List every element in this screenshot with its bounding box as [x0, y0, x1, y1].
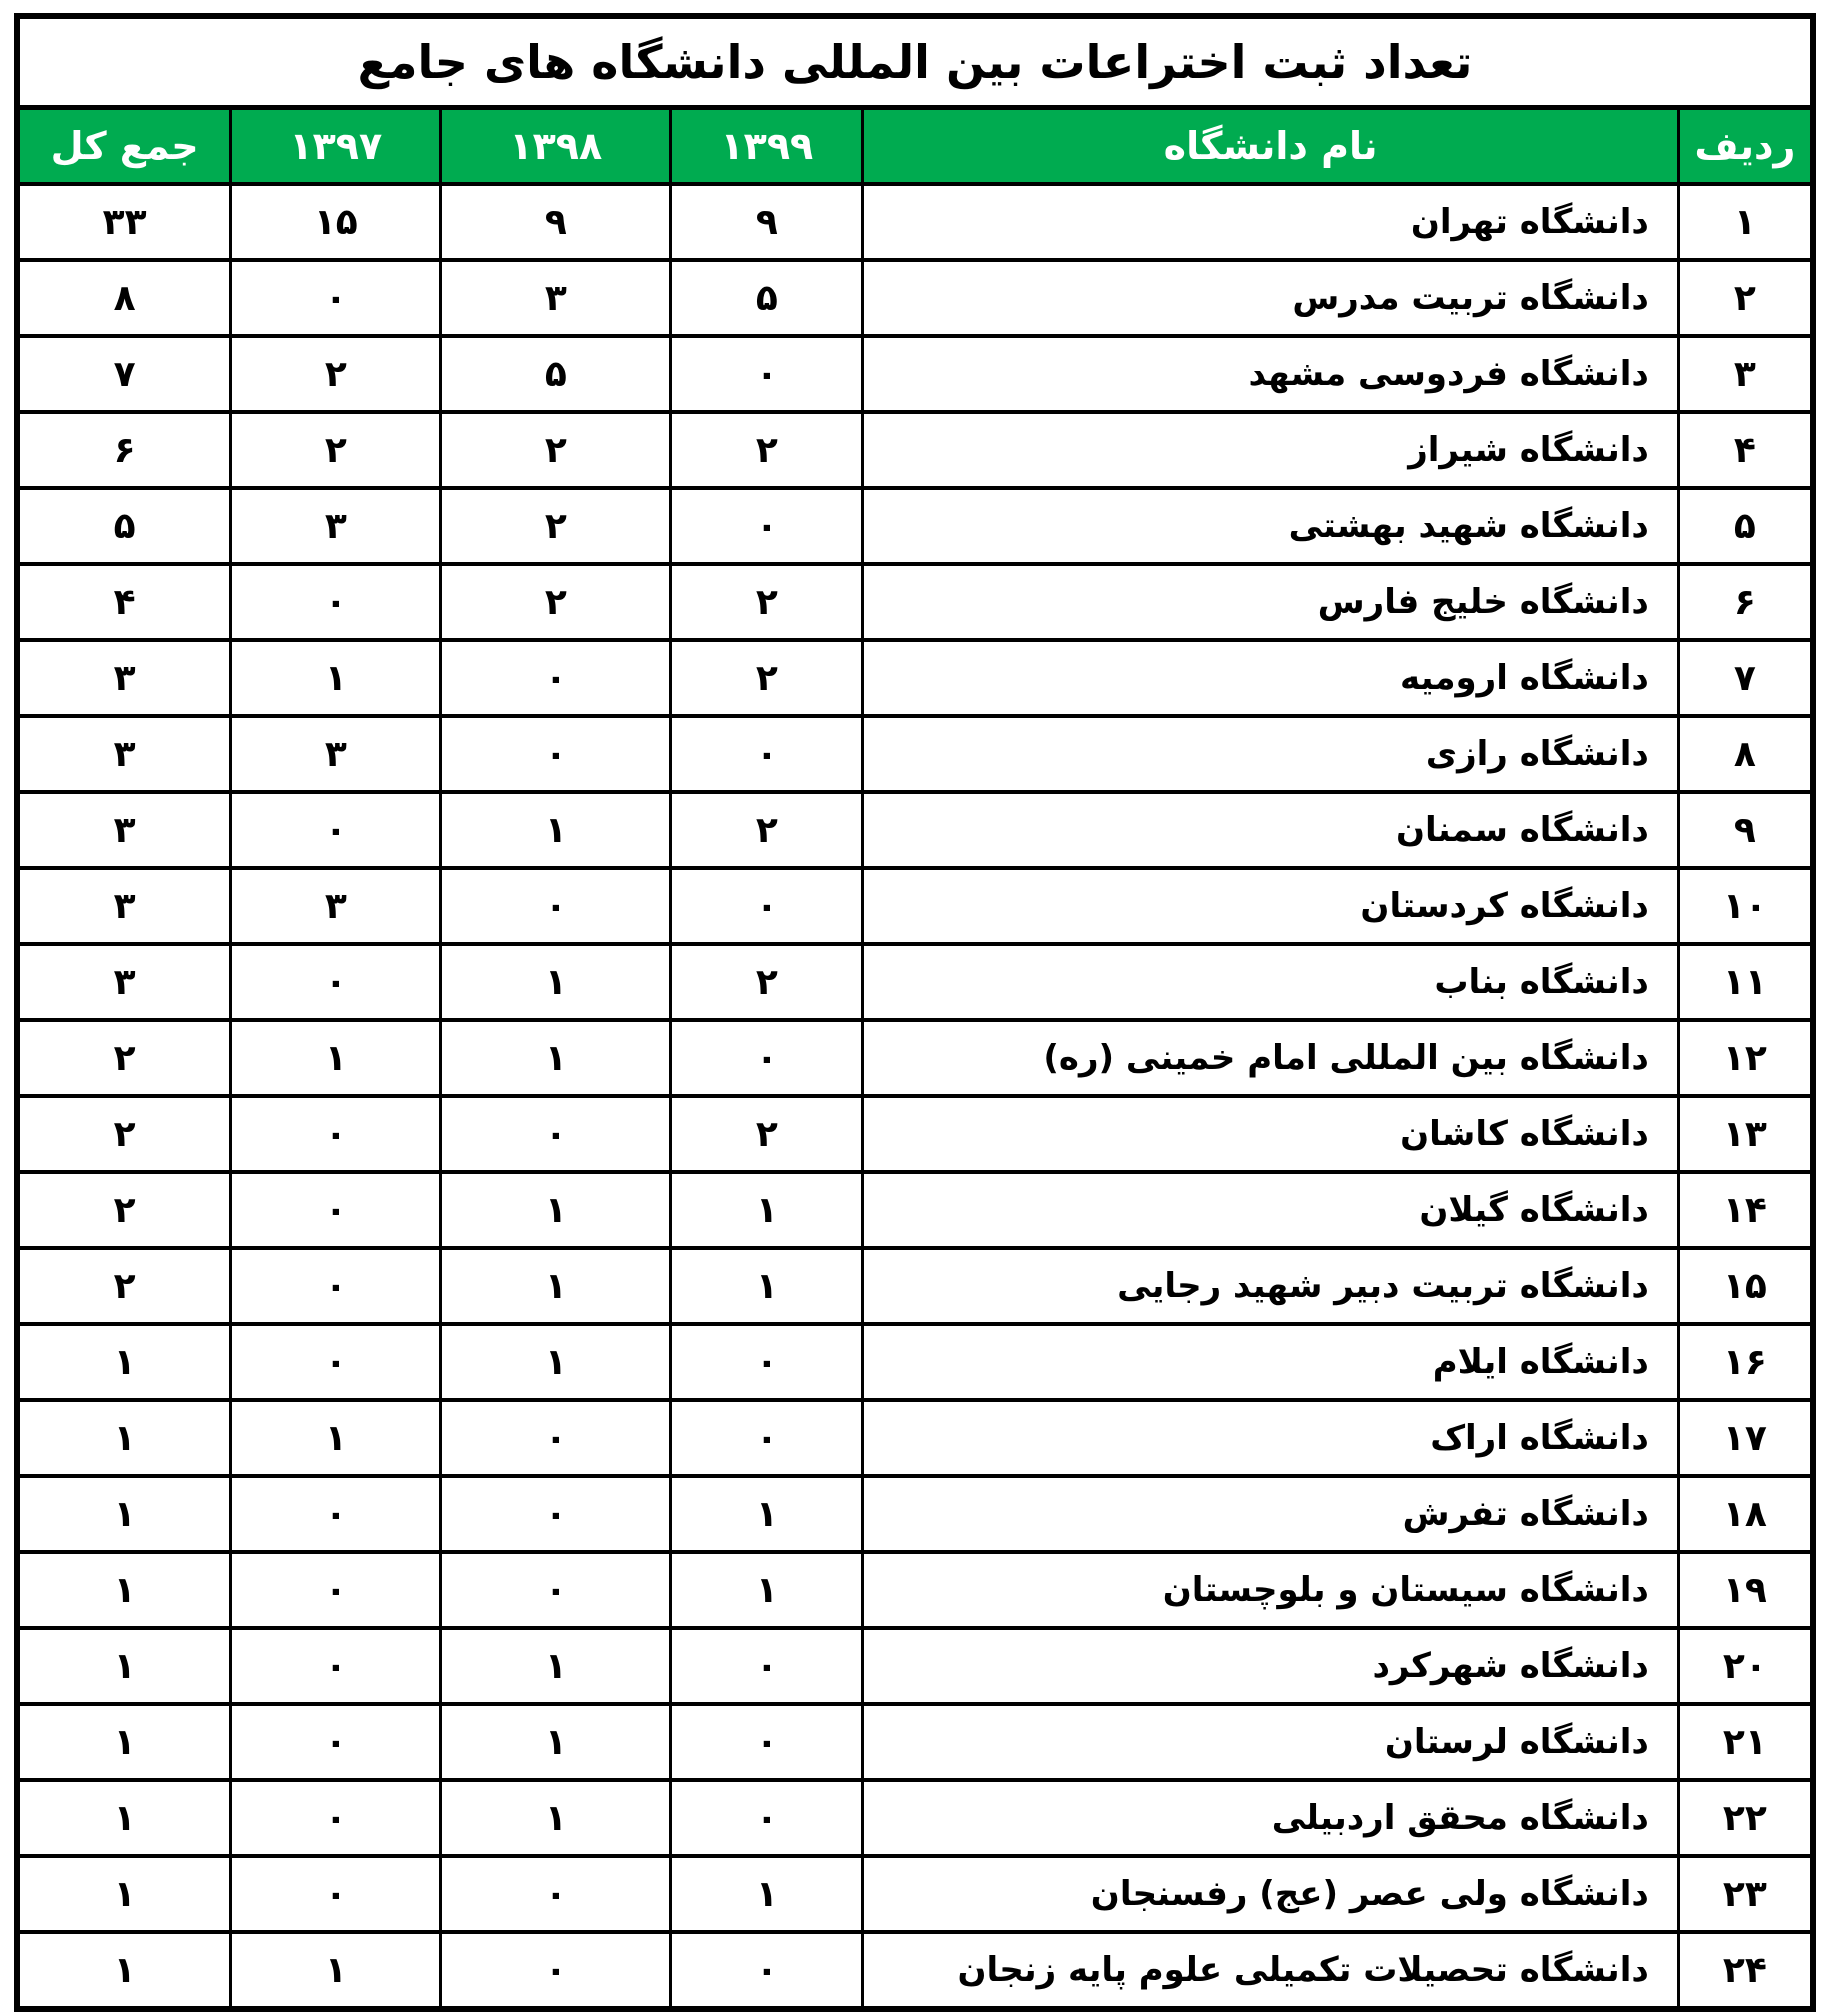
rank-cell: ۲۲ [1678, 1780, 1813, 1856]
year-1399-cell: ۰ [671, 1780, 863, 1856]
rank-cell: ۱۱ [1678, 944, 1813, 1020]
rank-cell: ۱۲ [1678, 1020, 1813, 1096]
year-1399-cell: ۱ [671, 1172, 863, 1248]
total-cell: ۳ [17, 792, 231, 868]
year-1399-cell: ۲ [671, 1096, 863, 1172]
university-name-cell: دانشگاه محقق اردبیلی [863, 1780, 1678, 1856]
table-row [17, 184, 1813, 260]
year-1398-cell: ۰ [441, 1552, 671, 1628]
year-1397-cell: ۰ [231, 1780, 441, 1856]
total-cell: ۱ [17, 1552, 231, 1628]
year-1398-cell: ۱ [441, 792, 671, 868]
rank-cell: ۳ [1678, 336, 1813, 412]
year-1399-cell: ۰ [671, 1020, 863, 1096]
year-1399-cell: ۱ [671, 1476, 863, 1552]
total-cell: ۱ [17, 1932, 231, 2009]
university-name-cell: دانشگاه گیلان [863, 1172, 1678, 1248]
total-cell: ۱ [17, 1628, 231, 1704]
year-1399-cell: ۰ [671, 1704, 863, 1780]
university-name-cell: دانشگاه لرستان [863, 1704, 1678, 1780]
title-row [17, 16, 1813, 108]
total-cell: ۶ [17, 412, 231, 488]
rank-cell: ۲۱ [1678, 1704, 1813, 1780]
year-1399-cell: ۰ [671, 1400, 863, 1476]
university-name-cell: دانشگاه تحصیلات تکمیلی علوم پایه زنجان [863, 1932, 1678, 2009]
table-row [17, 1780, 1813, 1856]
year-1398-cell: ۰ [441, 1856, 671, 1932]
table-row [17, 1704, 1813, 1780]
year-1397-cell: ۱۵ [231, 184, 441, 260]
rank-cell: ۸ [1678, 716, 1813, 792]
table-row [17, 412, 1813, 488]
table-row [17, 1932, 1813, 2009]
table-row [17, 1856, 1813, 1932]
year-1399-cell: ۰ [671, 1324, 863, 1400]
university-name-cell: دانشگاه فردوسی مشهد [863, 336, 1678, 412]
table-row [17, 716, 1813, 792]
rank-cell: ۵ [1678, 488, 1813, 564]
university-name-cell: دانشگاه خلیج فارس [863, 564, 1678, 640]
rank-cell: ۶ [1678, 564, 1813, 640]
year-1397-cell: ۰ [231, 1172, 441, 1248]
year-1398-cell: ۰ [441, 716, 671, 792]
year-1399-cell: ۹ [671, 184, 863, 260]
year-1399-cell: ۲ [671, 944, 863, 1020]
table-row [17, 260, 1813, 336]
year-1398-cell: ۲ [441, 488, 671, 564]
rank-cell: ۱۶ [1678, 1324, 1813, 1400]
university-name-cell: دانشگاه تفرش [863, 1476, 1678, 1552]
year-1397-cell: ۱ [231, 1020, 441, 1096]
total-cell: ۱ [17, 1324, 231, 1400]
total-cell: ۱ [17, 1780, 231, 1856]
rank-cell: ۱۸ [1678, 1476, 1813, 1552]
total-cell: ۳ [17, 640, 231, 716]
table-row [17, 1476, 1813, 1552]
table-row [17, 944, 1813, 1020]
total-cell: ۳ [17, 944, 231, 1020]
total-cell: ۵ [17, 488, 231, 564]
year-1398-cell: ۱ [441, 944, 671, 1020]
university-name-cell: دانشگاه رازی [863, 716, 1678, 792]
university-name-cell: دانشگاه کردستان [863, 868, 1678, 944]
year-1398-cell: ۰ [441, 1932, 671, 2009]
table-row [17, 640, 1813, 716]
university-name-cell: دانشگاه شهید بهشتی [863, 488, 1678, 564]
year-1399-cell: ۲ [671, 640, 863, 716]
year-1398-cell: ۱ [441, 1628, 671, 1704]
rank-cell: ۱۵ [1678, 1248, 1813, 1324]
year-1399-cell: ۰ [671, 336, 863, 412]
year-1397-cell: ۳ [231, 488, 441, 564]
year-1397-cell: ۰ [231, 1856, 441, 1932]
year-1399-cell: ۲ [671, 564, 863, 640]
university-name-cell: دانشگاه بین المللی امام خمینی (ره) [863, 1020, 1678, 1096]
year-1398-cell: ۰ [441, 868, 671, 944]
university-name-cell: دانشگاه تربیت مدرس [863, 260, 1678, 336]
year-1399-cell: ۰ [671, 1628, 863, 1704]
year-1397-cell: ۰ [231, 260, 441, 336]
table-row [17, 868, 1813, 944]
university-name-cell: دانشگاه سیستان و بلوچستان [863, 1552, 1678, 1628]
university-name-cell: دانشگاه اراک [863, 1400, 1678, 1476]
year-1397-cell: ۱ [231, 640, 441, 716]
year-1398-cell: ۰ [441, 640, 671, 716]
year-1399-cell: ۰ [671, 488, 863, 564]
table-title: تعداد ثبت اختراعات بین المللی دانشگاه های جامع [17, 16, 1813, 108]
table-body [17, 184, 1813, 2009]
total-cell: ۲ [17, 1020, 231, 1096]
year-1399-cell: ۰ [671, 1932, 863, 2009]
table-row [17, 1324, 1813, 1400]
table-row [17, 1020, 1813, 1096]
column-header-name: نام دانشگاه [863, 108, 1678, 185]
table-row [17, 1628, 1813, 1704]
year-1399-cell: ۱ [671, 1856, 863, 1932]
university-name-cell: دانشگاه تربیت دبیر شهید رجایی [863, 1248, 1678, 1324]
year-1397-cell: ۰ [231, 1476, 441, 1552]
university-name-cell: دانشگاه ولی عصر (عج) رفسنجان [863, 1856, 1678, 1932]
rank-cell: ۴ [1678, 412, 1813, 488]
year-1397-cell: ۰ [231, 792, 441, 868]
year-1397-cell: ۲ [231, 336, 441, 412]
year-1397-cell: ۳ [231, 716, 441, 792]
table-row [17, 1248, 1813, 1324]
total-cell: ۱ [17, 1704, 231, 1780]
rank-cell: ۱۴ [1678, 1172, 1813, 1248]
rank-cell: ۲ [1678, 260, 1813, 336]
year-1398-cell: ۰ [441, 1476, 671, 1552]
table-row [17, 1552, 1813, 1628]
rank-cell: ۲۳ [1678, 1856, 1813, 1932]
table-row [17, 1172, 1813, 1248]
rank-cell: ۱۹ [1678, 1552, 1813, 1628]
total-cell: ۳ [17, 868, 231, 944]
year-1397-cell: ۰ [231, 1324, 441, 1400]
year-1398-cell: ۹ [441, 184, 671, 260]
rank-cell: ۱۳ [1678, 1096, 1813, 1172]
year-1397-cell: ۰ [231, 1704, 441, 1780]
year-1397-cell: ۰ [231, 564, 441, 640]
year-1397-cell: ۱ [231, 1400, 441, 1476]
total-cell: ۴ [17, 564, 231, 640]
total-cell: ۷ [17, 336, 231, 412]
year-1398-cell: ۲ [441, 564, 671, 640]
year-1398-cell: ۰ [441, 1096, 671, 1172]
total-cell: ۱ [17, 1476, 231, 1552]
year-1397-cell: ۰ [231, 1096, 441, 1172]
university-name-cell: دانشگاه ارومیه [863, 640, 1678, 716]
year-1398-cell: ۱ [441, 1780, 671, 1856]
column-header-1398: ۱۳۹۸ [441, 108, 671, 185]
year-1398-cell: ۰ [441, 1400, 671, 1476]
university-name-cell: دانشگاه شهرکرد [863, 1628, 1678, 1704]
rank-cell: ۱۰ [1678, 868, 1813, 944]
total-cell: ۳۳ [17, 184, 231, 260]
total-cell: ۲ [17, 1096, 231, 1172]
column-header-rank: ردیف [1678, 108, 1813, 185]
column-header-1397: ۱۳۹۷ [231, 108, 441, 185]
university-name-cell: دانشگاه تهران [863, 184, 1678, 260]
year-1399-cell: ۲ [671, 792, 863, 868]
total-cell: ۱ [17, 1856, 231, 1932]
year-1399-cell: ۱ [671, 1248, 863, 1324]
rank-cell: ۲۰ [1678, 1628, 1813, 1704]
rank-cell: ۱ [1678, 184, 1813, 260]
year-1399-cell: ۰ [671, 716, 863, 792]
year-1398-cell: ۱ [441, 1020, 671, 1096]
total-cell: ۱ [17, 1400, 231, 1476]
university-name-cell: دانشگاه سمنان [863, 792, 1678, 868]
year-1399-cell: ۰ [671, 868, 863, 944]
table-row [17, 564, 1813, 640]
year-1397-cell: ۱ [231, 1932, 441, 2009]
total-cell: ۳ [17, 716, 231, 792]
university-name-cell: دانشگاه بناب [863, 944, 1678, 1020]
column-header-1399: ۱۳۹۹ [671, 108, 863, 185]
rank-cell: ۱۷ [1678, 1400, 1813, 1476]
university-name-cell: دانشگاه شیراز [863, 412, 1678, 488]
rank-cell: ۷ [1678, 640, 1813, 716]
year-1399-cell: ۲ [671, 412, 863, 488]
year-1397-cell: ۳ [231, 868, 441, 944]
year-1398-cell: ۱ [441, 1704, 671, 1780]
year-1398-cell: ۳ [441, 260, 671, 336]
year-1398-cell: ۵ [441, 336, 671, 412]
year-1398-cell: ۲ [441, 412, 671, 488]
year-1398-cell: ۱ [441, 1248, 671, 1324]
total-cell: ۸ [17, 260, 231, 336]
total-cell: ۲ [17, 1248, 231, 1324]
university-name-cell: دانشگاه کاشان [863, 1096, 1678, 1172]
rank-cell: ۲۴ [1678, 1932, 1813, 2009]
rank-cell: ۹ [1678, 792, 1813, 868]
year-1397-cell: ۰ [231, 944, 441, 1020]
table-row [17, 1096, 1813, 1172]
header-row [17, 108, 1813, 185]
university-name-cell: دانشگاه ایلام [863, 1324, 1678, 1400]
year-1399-cell: ۵ [671, 260, 863, 336]
year-1397-cell: ۰ [231, 1248, 441, 1324]
year-1397-cell: ۲ [231, 412, 441, 488]
year-1399-cell: ۱ [671, 1552, 863, 1628]
year-1397-cell: ۰ [231, 1552, 441, 1628]
patents-table [14, 13, 1816, 2012]
table-row [17, 1400, 1813, 1476]
column-header-total: جمع کل [17, 108, 231, 185]
table-row [17, 336, 1813, 412]
table-row [17, 792, 1813, 868]
year-1397-cell: ۰ [231, 1628, 441, 1704]
total-cell: ۲ [17, 1172, 231, 1248]
year-1398-cell: ۱ [441, 1324, 671, 1400]
table-row [17, 488, 1813, 564]
year-1398-cell: ۱ [441, 1172, 671, 1248]
